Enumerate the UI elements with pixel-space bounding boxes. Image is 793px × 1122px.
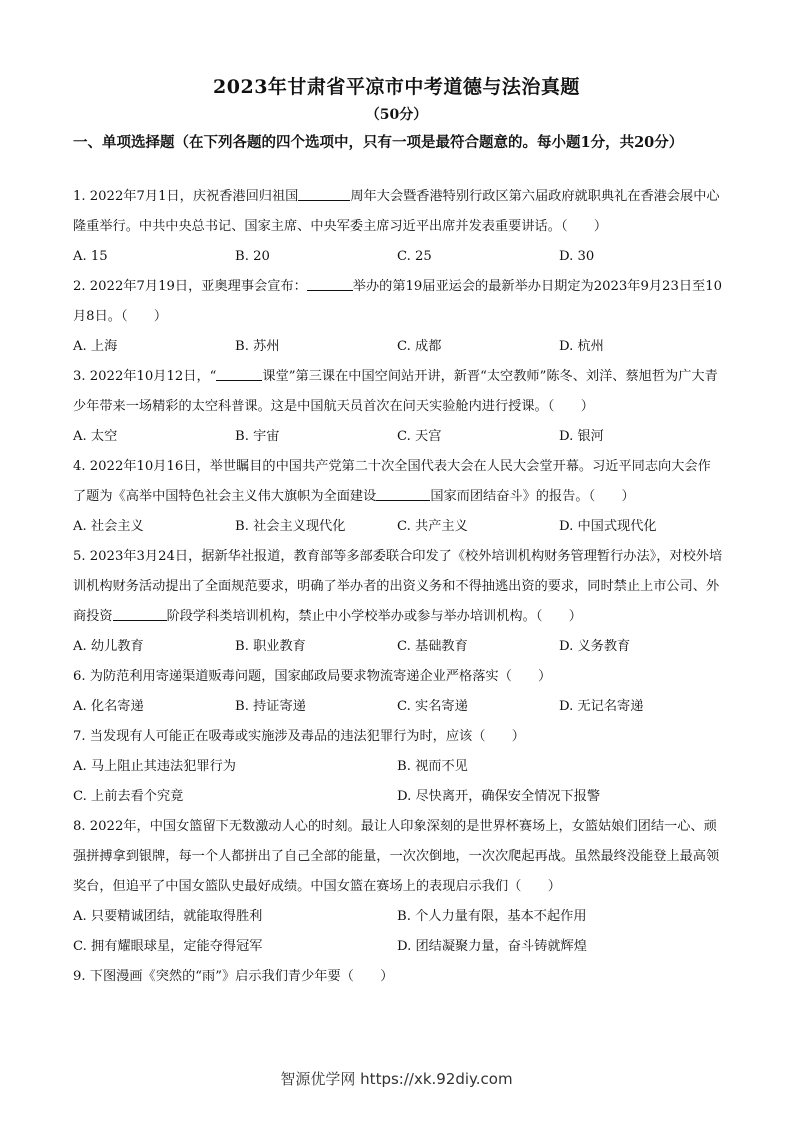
option-b[interactable]: B. 宇宙	[235, 429, 280, 444]
option-a[interactable]: A. 幼儿教育	[73, 639, 144, 654]
question-stem: 1. 2022年7月1日，庆祝香港回归祖国 周年大会暨香港特别行政区第六届政府就职典礼在香港会展中心隆重举行。中共中央总书记、国家主席、中央军委主席习近平出席并发表重要讲话。（ ）	[73, 182, 723, 242]
option-a[interactable]: A. 15	[73, 249, 108, 264]
option-b[interactable]: B. 持证寄递	[235, 699, 306, 714]
option-a[interactable]: A. 太空	[73, 429, 118, 444]
question-stem: 3. 2022年10月12日，“ 课堂”第三课在中国空间站开讲，新晋“太空教师”陈冬、刘洋、蔡旭哲为广大青少年带来一场精彩的太空科普课。这是中国航天员首次在问天实验舱内进行授课。（ ）	[73, 362, 723, 422]
question-3	[73, 362, 723, 452]
options	[73, 632, 723, 662]
question-8	[73, 812, 723, 962]
answer-blank	[113, 606, 167, 621]
question-6	[73, 662, 723, 722]
exam-title: 2023年甘肃省平凉市中考道德与法治真题	[213, 76, 580, 98]
question-stem: 4. 2022年10月16日，举世瞩目的中国共产党第二十次全国代表大会在人民大会堂开幕。习近平同志向大会作了题为《高举中国特色社会主义伟大旗帜为全面建设 国家而团结奋斗》的报告。（ ）	[73, 459, 711, 504]
option-b[interactable]: B. 苏州	[235, 339, 280, 354]
option-d[interactable]: D. 义务教育	[559, 639, 631, 654]
option-b[interactable]: B. 20	[235, 249, 270, 264]
options	[73, 242, 723, 272]
option-d[interactable]: D. 团结凝聚力量，奋斗铸就辉煌	[397, 939, 587, 954]
option-c[interactable]: C. 成都	[397, 339, 442, 354]
option-d[interactable]: D. 中国式现代化	[559, 519, 657, 534]
options	[73, 782, 723, 812]
options	[73, 902, 723, 932]
option-c[interactable]: C. 上前去看个究竟	[73, 789, 184, 804]
footer-watermark: 智源优学网 https://xk.92diy.com	[280, 1070, 513, 1088]
option-a[interactable]: A. 马上阻止其违法犯罪行为	[73, 759, 236, 774]
option-b[interactable]: B. 职业教育	[235, 639, 306, 654]
question-stem: 7. 当发现有人可能正在吸毒或实施涉及毒品的违法犯罪行为时，应该（ ）	[73, 729, 525, 744]
question-4	[73, 452, 723, 542]
options	[73, 932, 723, 962]
option-d[interactable]: D. 尽快离开，确保安全情况下报警	[397, 789, 601, 804]
question-stem: 2. 2022年7月19日，亚奥理事会宣布： 举办的第19届亚运会的最新举办日期定为2023年9月23日至10月8日。（ ）	[73, 272, 723, 332]
option-b[interactable]: B. 视而不见	[397, 759, 468, 774]
option-c[interactable]: C. 共产主义	[397, 519, 468, 534]
option-a[interactable]: A. 化名寄递	[73, 699, 144, 714]
options	[73, 512, 723, 542]
answer-blank	[307, 276, 353, 291]
section-heading: 一、单项选择题（在下列各题的四个选项中，只有一项是最符合题意的。每小题1分，共20分）	[73, 134, 684, 151]
option-a[interactable]: A. 上海	[73, 339, 118, 354]
option-c[interactable]: C. 拥有耀眼球星，定能夺得冠军	[73, 939, 263, 954]
option-d[interactable]: D. 银河	[559, 429, 604, 444]
answer-blank	[216, 366, 262, 381]
question-stem: 8. 2022年，中国女篮留下无数激动人心的时刻。最让人印象深刻的是世界杯赛场上，女篮姑娘们团结一心、顽强拼搏拿到银牌，每一个人都拼出了自己全部的能量，一次次倒地，一次次爬起再战。虽然最终没能登上最高领奖台，但追平了中国女篮队史最好成绩。中国女篮在赛场上的表现启示我们（ ）	[73, 819, 720, 894]
options	[73, 692, 723, 722]
question-stem: 6. 为防范利用寄递渠道贩毒问题，国家邮政局要求物流寄递企业严格落实（ ）	[73, 669, 552, 684]
options	[73, 332, 723, 362]
question-5	[73, 542, 723, 662]
question-stem: 9. 下图漫画《突然的“雨”》启示我们青少年要（ ）	[73, 969, 394, 984]
options	[73, 422, 723, 452]
option-c[interactable]: C. 天宫	[397, 429, 442, 444]
question-9	[73, 962, 723, 992]
options	[73, 752, 723, 782]
answer-blank	[376, 486, 430, 501]
option-d[interactable]: D. 杭州	[559, 339, 604, 354]
option-c[interactable]: C. 实名寄递	[397, 699, 468, 714]
option-a[interactable]: A. 社会主义	[73, 519, 144, 534]
question-stem: 5. 2023年3月24日，据新华社报道，教育部等多部委联合印发了《校外培训机构财务管理暂行办法》，对校外培训机构财务活动提出了全面规范要求，明确了举办者的出资义务和不得抽逃出资的要求，同时禁止上市公司、外商投资 阶段学科类培训机构，禁止中小学校举办或参与举办培训机构。（ ）	[73, 549, 723, 624]
question-2	[73, 272, 723, 362]
option-d[interactable]: D. 30	[559, 249, 595, 264]
question-7	[73, 722, 723, 812]
option-b[interactable]: B. 个人力量有限，基本不起作用	[397, 909, 587, 924]
option-c[interactable]: C. 基础教育	[397, 639, 468, 654]
question-1	[73, 182, 723, 272]
answer-blank	[298, 186, 350, 201]
exam-score: （50分）	[365, 107, 428, 123]
option-b[interactable]: B. 社会主义现代化	[235, 519, 346, 534]
option-d[interactable]: D. 无记名寄递	[559, 699, 644, 714]
question-list	[73, 182, 723, 992]
option-a[interactable]: A. 只要精诚团结，就能取得胜利	[73, 909, 263, 924]
option-c[interactable]: C. 25	[397, 249, 432, 264]
